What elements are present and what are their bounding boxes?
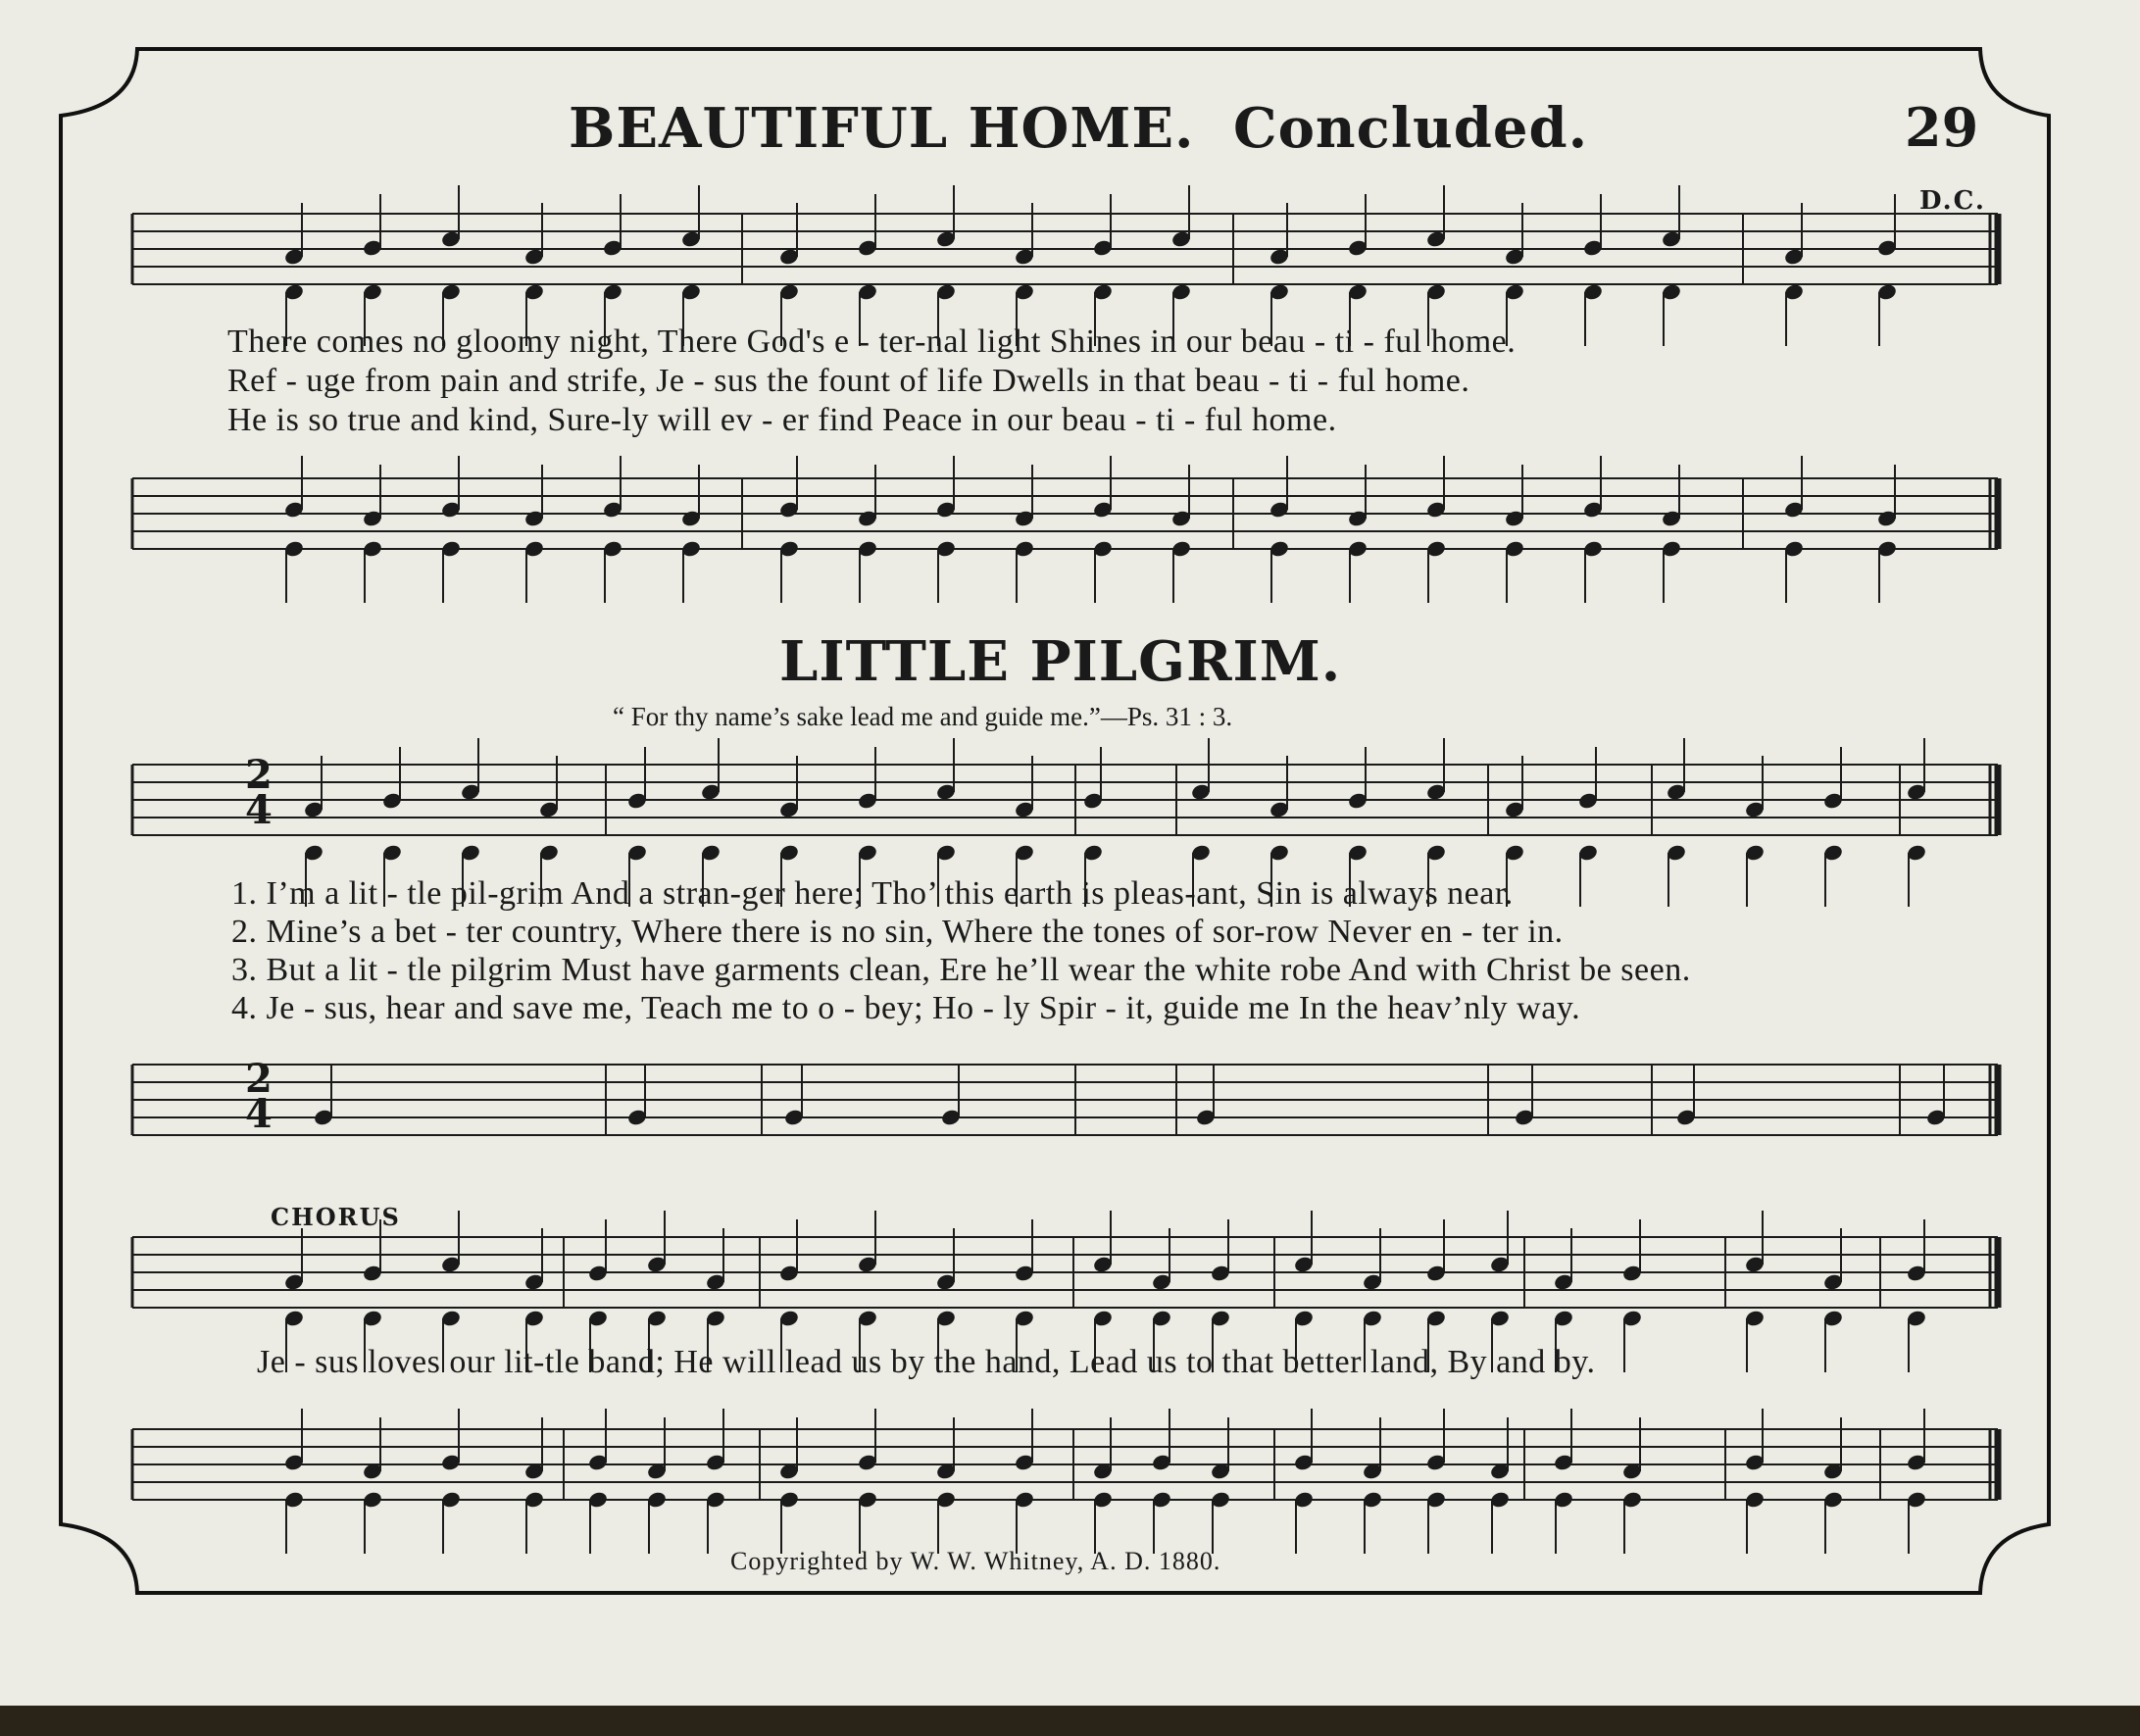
chorus-lyrics: Je - sus loves our lit-tle band; He will lead us by the hand, Lead us to that better land, By and by. bbox=[257, 1344, 1596, 1380]
hymn1-verse-3: He is so true and kind, Sure-ly will ev - er find Peace in our beau - ti - ful home. bbox=[227, 402, 1337, 438]
hymn1-verse-1: There comes no gloomy night, There God's e - ter-nal light Shines in our beau - ti - ful home. bbox=[227, 323, 1517, 360]
hymn1-verse-2: Ref - uge from pain and strife, Je - sus the fount of life Dwells in that beau - ti - ful home. bbox=[227, 363, 1470, 399]
copyright: Copyrighted by W. W. Whitney, A. D. 1880. bbox=[730, 1547, 1221, 1575]
page-number: 29 bbox=[1905, 96, 1979, 159]
hymn1-title: BEAUTIFUL HOME. bbox=[569, 96, 1195, 161]
time-signature-treble: 2 4 bbox=[245, 752, 273, 833]
hymn2-verse-3: 3. But a lit - tle pilgrim Must have garments clean, Ere he’ll wear the white robe And with Christ be seen. bbox=[231, 952, 1691, 988]
time-signature-bass: 2 4 bbox=[245, 1056, 273, 1137]
hymn2-verse-2: 2. Mine’s a bet - ter country, Where there is no sin, Where the tones of sor-row Never en - ter in. bbox=[231, 914, 1564, 950]
hymn2-title: LITTLE PILGRIM. bbox=[779, 629, 1342, 694]
hymn1-subtitle: Concluded. bbox=[1233, 96, 1589, 161]
hymn2-verse-4: 4. Je - sus, hear and save me, Teach me to o - bey; Ho - ly Spir - it, guide me In the heav’nly way. bbox=[231, 990, 1581, 1026]
dc-mark: D.C. bbox=[1919, 186, 1986, 216]
chorus-label: CHORUS bbox=[271, 1203, 401, 1231]
hymn2-epigraph: “ For thy name’s sake lead me and guide me.”—Ps. 31 : 3. bbox=[613, 702, 1233, 731]
hymn2-verse-1: 1. I’m a lit - tle pil-grim And a stran-ger here; Tho’ this earth is pleas-ant, Sin is always near. bbox=[231, 875, 1514, 912]
